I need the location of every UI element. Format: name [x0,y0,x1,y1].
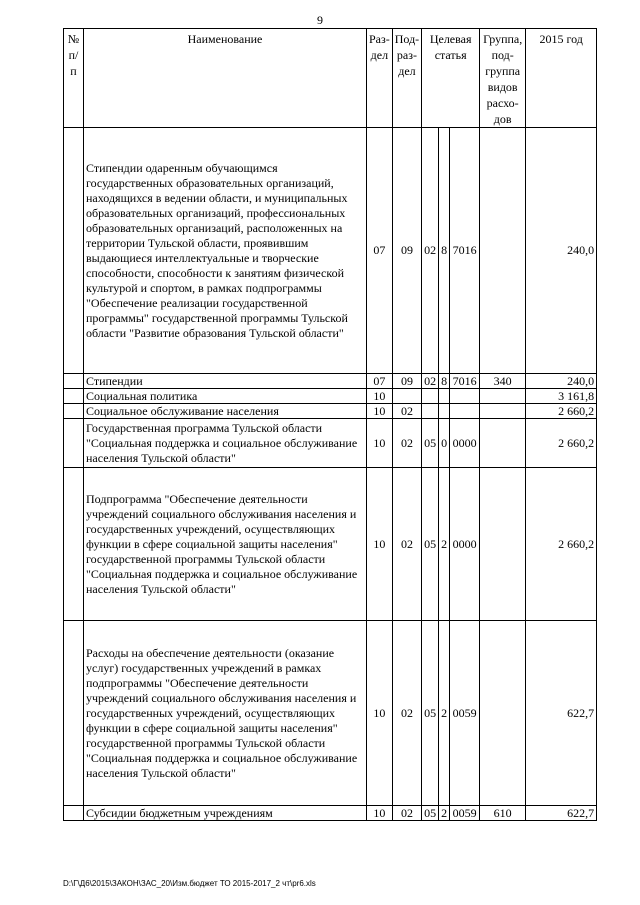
cell-subsection: 02 [392,419,421,468]
file-path-footer: D:\Г\Д6\2015\ЗАКОН\ЗАС_20\Изм.бюджет ТО 2015-2017_2 чт\pr6.xls [63,879,316,888]
cell-name: Стипендии [84,374,367,389]
page-number: 9 [317,13,323,27]
cell-subsection: 02 [392,468,421,621]
cell-num [64,621,84,806]
table-row [64,404,597,419]
cell-amount: 3 161,8 [526,389,597,404]
header-name: Наименование [84,29,367,128]
cell-subsection: 09 [392,374,421,389]
cell-num [64,128,84,374]
cell-section: 07 [367,128,393,374]
header-year: 2015 год [526,29,597,128]
cell-name: Субсидии бюджетным учреждениям [84,806,367,821]
cell-target-2: 0 [439,419,450,468]
cell-amount: 2 660,2 [526,419,597,468]
table-row [64,389,597,404]
cell-group [480,404,526,419]
cell-target-3: 7016 [450,128,480,374]
cell-subsection [392,389,421,404]
cell-target-1: 02 [422,128,439,374]
cell-group: 610 [480,806,526,821]
cell-name: Государственная программа Тульской области "Социальная поддержка и социальное обслуживание населения Тульской области" [84,419,367,468]
cell-num [64,419,84,468]
cell-subsection: 02 [392,806,421,821]
table-row [64,128,597,374]
cell-target-3: 7016 [450,374,480,389]
cell-target-2: 2 [439,806,450,821]
cell-name: Стипендии одаренным обучающимся государственных образовательных организаций, находящихся в ведении области, и муниципальных образовательных организаций, профессиональных образовательных организаций, расположенных на территории Тульской области, проявившим выдающиеся интеллектуальные и творческие способности, способности к занятиям физической культурой и спортом, в рамках подпрограммы "Обеспечение реализации государственной программы" государственной программы Тульской области "Развитие образования Тульской области" [84,128,367,374]
cell-group [480,389,526,404]
cell-name: Социальное обслуживание населения [84,404,367,419]
cell-name: Расходы на обеспечение деятельности (оказание услуг) государственных учреждений в рамках подпрограммы "Обеспечение деятельности учреждений социального обслуживания населения и государственных учреждений, осуществляющих функции в сфере социальной защиты населения" государственной программы Тульской области "Социальная поддержка и социальное обслуживание населения Тульской области" [84,621,367,806]
cell-amount: 622,7 [526,806,597,821]
cell-target-3: 0059 [450,621,480,806]
cell-group [480,128,526,374]
cell-target-2: 8 [439,374,450,389]
cell-target-3 [450,404,480,419]
cell-name: Подпрограмма "Обеспечение деятельности учреждений социального обслуживания населения и государственных учреждений, осуществляющих функции в сфере социальной защиты населения" государственной программы Тульской области "Социальная поддержка и социальное обслуживание населения Тульской области" [84,468,367,621]
cell-section: 07 [367,374,393,389]
cell-group: 340 [480,374,526,389]
header-section: Раз-дел [367,29,393,128]
cell-target-2 [439,389,450,404]
table-row [64,374,597,389]
cell-section: 10 [367,419,393,468]
cell-group [480,468,526,621]
header-group: Группа, под-группа видов расхо-дов [480,29,526,128]
cell-target-1: 05 [422,419,439,468]
table-row [64,419,597,468]
cell-target-3: 0000 [450,468,480,621]
table-row [64,806,597,821]
cell-num [64,806,84,821]
cell-amount: 2 660,2 [526,404,597,419]
cell-target-3: 0059 [450,806,480,821]
header-target: Целевая статья [422,29,480,128]
cell-target-2: 2 [439,621,450,806]
cell-section: 10 [367,389,393,404]
cell-subsection: 02 [392,404,421,419]
cell-num [64,468,84,621]
cell-target-1 [422,389,439,404]
header-num: № п/п [64,29,84,128]
cell-target-2 [439,404,450,419]
cell-name: Социальная политика [84,389,367,404]
cell-target-1: 05 [422,621,439,806]
cell-section: 10 [367,621,393,806]
cell-num [64,389,84,404]
cell-section: 10 [367,806,393,821]
cell-group [480,419,526,468]
cell-target-2: 2 [439,468,450,621]
cell-group [480,621,526,806]
header-subsection: Под-раз-дел [392,29,421,128]
cell-target-3 [450,389,480,404]
cell-target-1: 05 [422,806,439,821]
cell-amount: 622,7 [526,621,597,806]
cell-amount: 240,0 [526,128,597,374]
cell-amount: 240,0 [526,374,597,389]
cell-target-1 [422,404,439,419]
cell-target-3: 0000 [450,419,480,468]
cell-num [64,374,84,389]
cell-target-2: 8 [439,128,450,374]
table-row [64,468,597,621]
cell-target-1: 05 [422,468,439,621]
cell-num [64,404,84,419]
cell-section: 10 [367,404,393,419]
cell-target-1: 02 [422,374,439,389]
cell-section: 10 [367,468,393,621]
budget-table [63,28,597,821]
cell-subsection: 09 [392,128,421,374]
table-row [64,621,597,806]
cell-amount: 2 660,2 [526,468,597,621]
cell-subsection: 02 [392,621,421,806]
